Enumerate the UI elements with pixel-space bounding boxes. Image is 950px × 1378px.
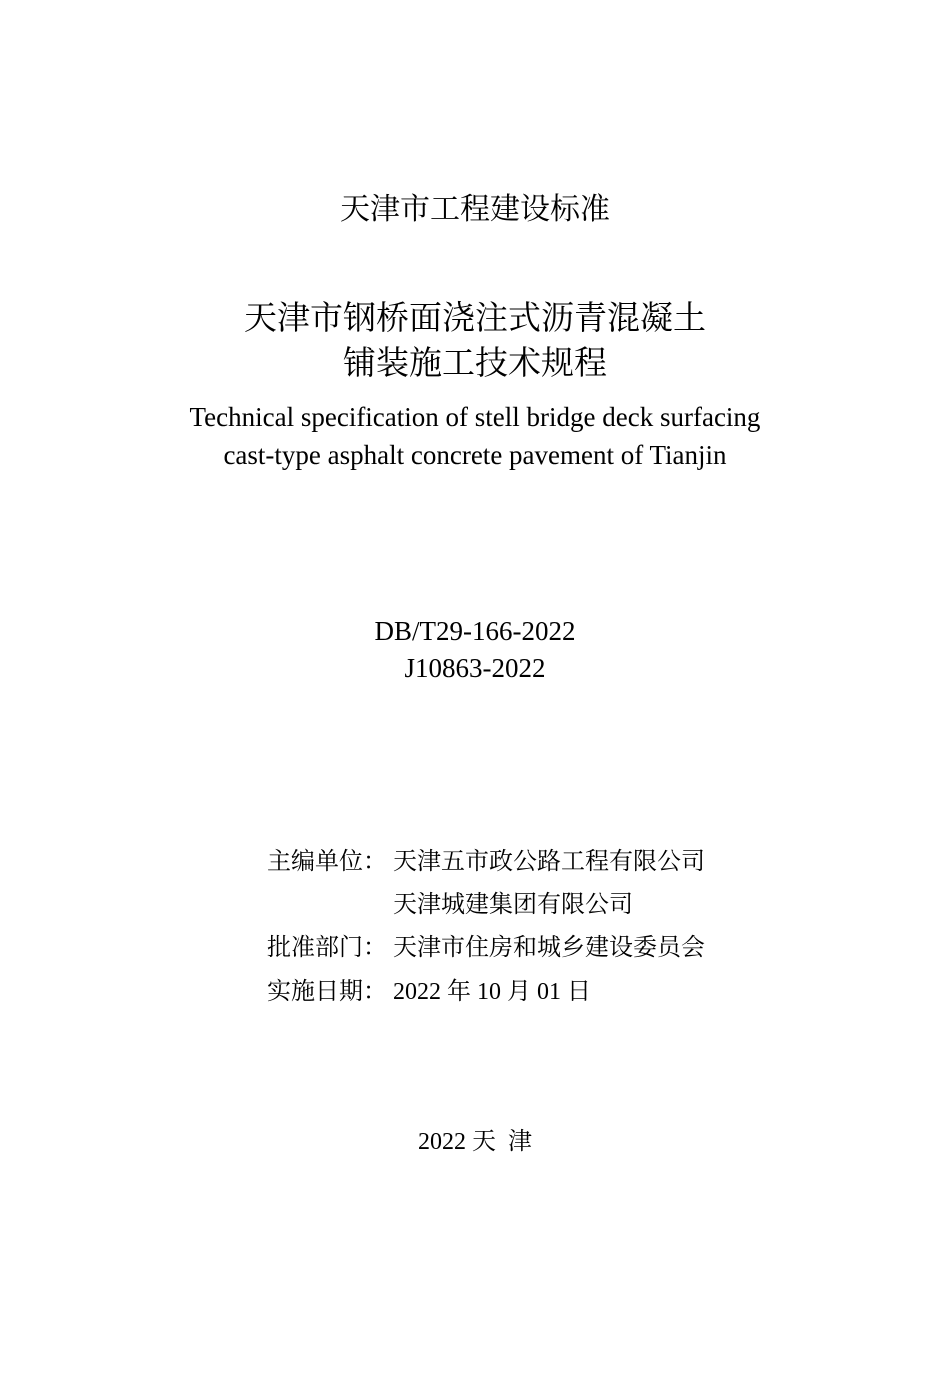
- title-en-line-1: Technical specification of stell bridge deck surfacing: [189, 402, 761, 432]
- title-cn-line-1: 天津市钢桥面浇注式沥青混凝土: [244, 298, 706, 337]
- editor-row: [267, 845, 705, 879]
- series-title: 天津市工程建设标准: [340, 192, 610, 227]
- standard-number-db: DB/T29-166-2022: [374, 616, 576, 646]
- date-value: 2022 年 10 月 01 日: [393, 979, 591, 1005]
- title-cn-line-2: 铺装施工技术规程: [343, 343, 607, 382]
- approval-value: 天津市住房和城乡建设委员会: [393, 935, 705, 961]
- date-row: [267, 975, 591, 1009]
- editor-value-1: 天津五市政公路工程有限公司: [393, 849, 705, 875]
- editor-value-2: 天津城建集团有限公司: [393, 892, 633, 918]
- editor-row-2: [267, 888, 633, 922]
- date-label: 实施日期：: [267, 979, 387, 1005]
- footer-year-place: 2022 天 津: [418, 1129, 532, 1155]
- approval-row: [267, 931, 705, 965]
- editor-label: 主编单位：: [267, 849, 387, 875]
- approval-label: 批准部门：: [267, 935, 387, 961]
- title-en-line-2: cast-type asphalt concrete pavement of Tianjin: [223, 440, 727, 470]
- standard-number-j: J10863-2022: [404, 653, 546, 683]
